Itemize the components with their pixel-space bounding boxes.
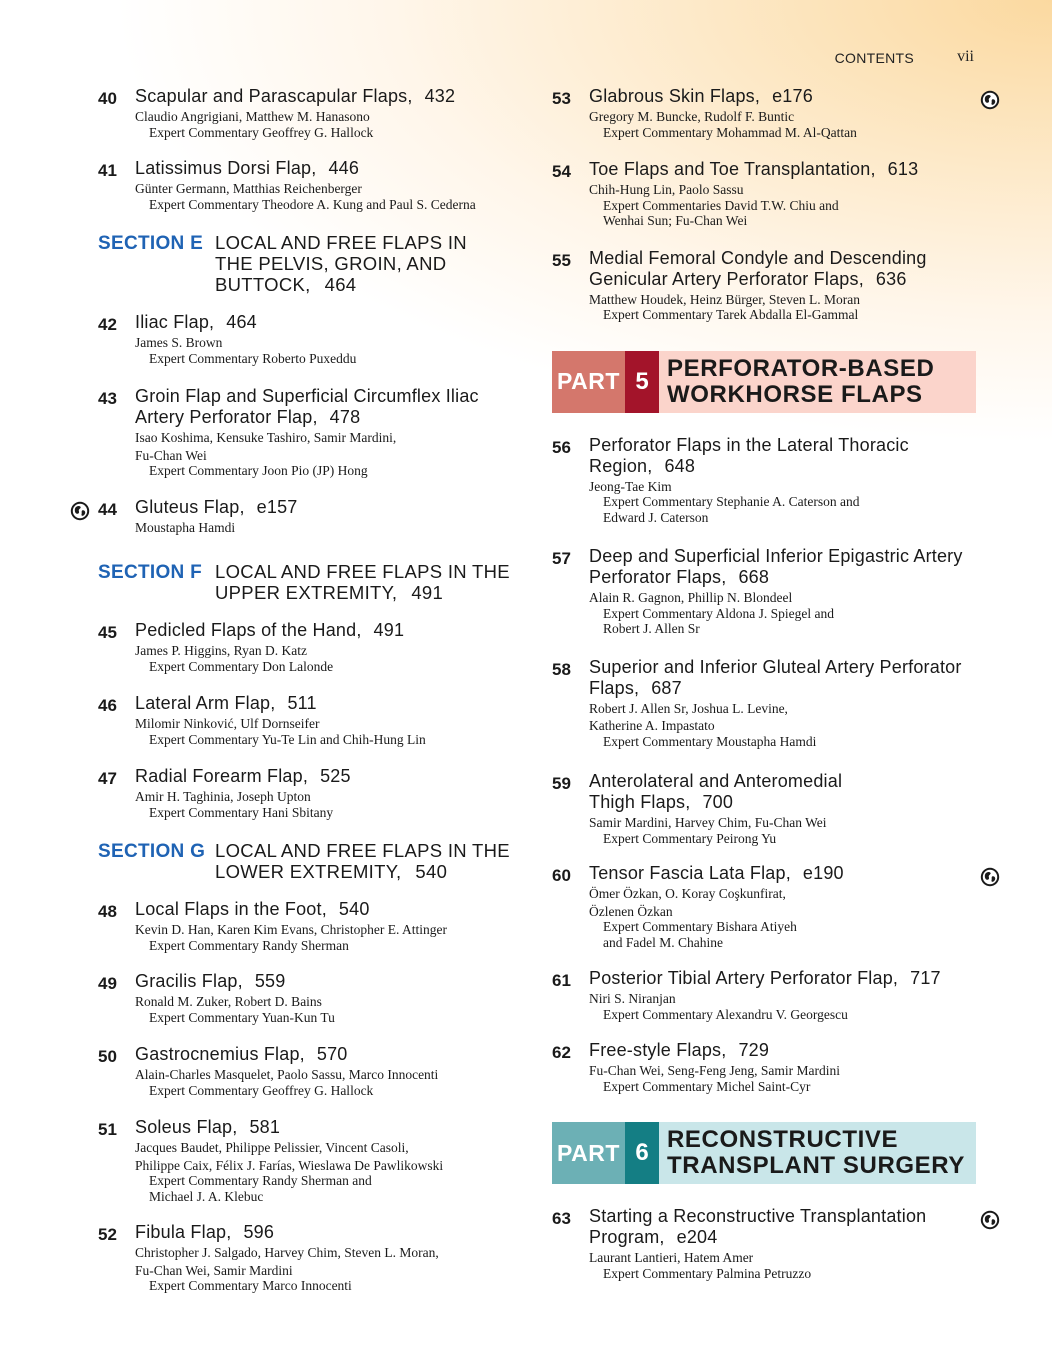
entry-authors: Matthew Houdek, Heinz Bürger, Steven L. Moran bbox=[589, 291, 861, 307]
entry-title bbox=[589, 86, 982, 107]
entry-title bbox=[135, 766, 528, 787]
toc-entry-54[interactable] bbox=[552, 159, 982, 229]
entry-authors: Christopher J. Salgado, Harvey Chim, Steven L. Moran, bbox=[135, 1245, 439, 1260]
entry-number: 59 bbox=[552, 774, 571, 793]
toc-entry-52[interactable] bbox=[98, 1222, 528, 1294]
entry-title-line: Perforator Flaps in the Lateral Thoracic bbox=[589, 434, 909, 455]
entry-title-text: Posterior Tibial Artery Perforator Flap, bbox=[589, 968, 899, 988]
entry-title bbox=[135, 620, 528, 641]
entry-expert-commentary: Expert Commentaries David T.W. Chiu and bbox=[603, 197, 839, 213]
section-title-text: LOCAL AND FREE FLAPS IN THE bbox=[215, 561, 510, 582]
part-number: 6 bbox=[625, 1122, 659, 1184]
entry-title bbox=[589, 968, 982, 989]
section-title-line bbox=[215, 274, 528, 295]
toc-entry-43[interactable] bbox=[98, 386, 528, 479]
entry-expert-commentary: Expert Commentary Bishara Atiyeh bbox=[603, 919, 797, 934]
entry-number: 44 bbox=[98, 499, 117, 519]
entry-title-text: Program, bbox=[589, 1227, 665, 1247]
part-title-line: RECONSTRUCTIVE bbox=[667, 1126, 899, 1153]
entry-page-number: 432 bbox=[424, 86, 456, 106]
entry-number: 57 bbox=[552, 549, 571, 568]
entry-page-number: 596 bbox=[243, 1222, 275, 1242]
entry-authors: Gregory M. Buncke, Rudolf F. Buntic bbox=[589, 109, 795, 124]
entry-number: 40 bbox=[98, 89, 117, 108]
entry-number: 49 bbox=[98, 974, 117, 993]
entry-authors: Ronald M. Zuker, Robert D. Bains bbox=[135, 994, 322, 1009]
entry-expert-commentary: Expert Commentary Randy Sherman bbox=[149, 937, 349, 953]
part-title bbox=[659, 351, 976, 413]
toc-entry-61[interactable] bbox=[552, 968, 982, 1022]
toc-left-column bbox=[98, 86, 528, 1294]
entry-authors: Amir H. Taghinia, Joseph Upton bbox=[135, 789, 311, 804]
entry-title-text: Glabrous Skin Flaps, bbox=[589, 86, 761, 106]
section-title-text: LOCAL AND FREE FLAPS IN THE bbox=[215, 840, 510, 861]
entry-authors: Claudio Angrigiani, Matthew M. Hanasono bbox=[135, 109, 370, 124]
entry-number: 58 bbox=[552, 659, 571, 679]
section-title-line bbox=[215, 561, 528, 582]
toc-entry-55[interactable] bbox=[552, 248, 982, 323]
entry-expert-commentary: Expert Commentary Aldona J. Spiegel and bbox=[603, 605, 834, 621]
toc-entry-60[interactable] bbox=[552, 863, 982, 950]
entry-page-number: e190 bbox=[802, 863, 844, 883]
entry-authors: Günter Germann, Matthias Reichenberger bbox=[135, 181, 362, 196]
section-title bbox=[215, 840, 528, 882]
entry-expert-commentary: Expert Commentary Yu-Te Lin and Chih-Hung Lin bbox=[149, 731, 426, 747]
entry-title-text: Gluteus Flap, bbox=[135, 496, 245, 517]
entry-title-text: Pedicled Flaps of the Hand, bbox=[135, 620, 362, 640]
toc-entry-46[interactable] bbox=[98, 693, 528, 747]
web-globe-icon bbox=[70, 501, 90, 521]
section-title-line bbox=[215, 253, 528, 274]
section-title-line bbox=[215, 861, 528, 882]
entry-page-number: 700 bbox=[702, 792, 734, 812]
entry-number: 52 bbox=[98, 1225, 117, 1244]
section-title-text: LOWER EXTREMITY, bbox=[215, 861, 402, 882]
toc-right-column bbox=[552, 86, 982, 1281]
toc-entry-48[interactable] bbox=[98, 899, 528, 953]
entry-authors: Jeong-Tae Kim bbox=[589, 478, 672, 494]
entry-page-number: 491 bbox=[373, 620, 405, 640]
page-number: vii bbox=[957, 48, 974, 65]
entry-page-number: e204 bbox=[676, 1227, 718, 1247]
section-title-text: BUTTOCK, bbox=[215, 274, 311, 295]
entry-title bbox=[589, 435, 982, 477]
header-label: CONTENTS bbox=[834, 50, 914, 66]
entry-page-number: 559 bbox=[254, 971, 286, 991]
entry-authors: Alain R. Gagnon, Phillip N. Blondeel bbox=[589, 590, 793, 605]
entry-expert-commentary: Expert Commentary Roberto Puxeddu bbox=[149, 350, 357, 366]
entry-page-number: e176 bbox=[772, 86, 813, 106]
part-banner-5 bbox=[552, 351, 976, 413]
entry-authors: Philippe Caix, Félix J. Farías, Wieslawa De Pawlikowski bbox=[135, 1157, 444, 1173]
web-globe-icon bbox=[980, 90, 1000, 110]
entry-expert-commentary: Expert Commentary Stephanie A. Caterson and bbox=[603, 494, 860, 509]
entry-number: 55 bbox=[552, 250, 571, 270]
entry-authors: James P. Higgins, Ryan D. Katz bbox=[135, 643, 307, 658]
section-title bbox=[215, 232, 528, 295]
entry-title-text: Latissimus Dorsi Flap, bbox=[135, 158, 317, 178]
entry-authors: James S. Brown bbox=[135, 335, 223, 350]
entry-page-number: 525 bbox=[320, 766, 351, 786]
entry-title-line: Starting a Reconstructive Transplantation bbox=[589, 1206, 927, 1226]
toc-entry-41[interactable] bbox=[98, 158, 528, 212]
entry-title bbox=[589, 1040, 982, 1061]
entry-title-line bbox=[589, 456, 982, 477]
entry-authors: Isao Koshima, Kensuke Tashiro, Samir Mardini, bbox=[135, 430, 397, 445]
part-number: 5 bbox=[625, 351, 659, 413]
entry-title bbox=[589, 771, 982, 813]
entry-title-text: Gracilis Flap, bbox=[135, 971, 243, 991]
section-title-text: THE PELVIS, GROIN, AND bbox=[215, 253, 447, 274]
entry-expert-commentary: Expert Commentary Marco Innocenti bbox=[149, 1278, 352, 1293]
entry-title-line: Deep and Superficial Inferior Epigastric Artery bbox=[589, 546, 963, 566]
section-page-number: 540 bbox=[415, 861, 448, 882]
entry-authors: Katherine A. Impastato bbox=[589, 718, 715, 733]
entry-title-text: Tensor Fascia Lata Flap, bbox=[589, 863, 791, 883]
entry-number: 45 bbox=[98, 623, 117, 642]
entry-authors: Kevin D. Han, Karen Kim Evans, Christopher E. Attinger bbox=[135, 922, 447, 937]
entry-number: 63 bbox=[552, 1209, 571, 1228]
toc-entry-47[interactable] bbox=[98, 766, 528, 820]
entry-page-number: 446 bbox=[328, 158, 360, 178]
entry-title bbox=[589, 546, 982, 588]
entry-expert-commentary: Expert Commentary Don Lalonde bbox=[149, 658, 334, 674]
entry-number: 42 bbox=[98, 315, 117, 334]
entry-number: 54 bbox=[552, 162, 571, 181]
entry-title-text: Genicular Artery Perforator Flaps, bbox=[589, 268, 864, 289]
entry-expert-commentary: Expert Commentary Michel Saint-Cyr bbox=[603, 1078, 811, 1094]
entry-title-line bbox=[589, 567, 982, 588]
entry-title bbox=[589, 1206, 982, 1248]
toc-entry-49[interactable] bbox=[98, 971, 528, 1025]
entry-authors: Samir Mardini, Harvey Chim, Fu-Chan Wei bbox=[589, 815, 827, 830]
web-globe-icon bbox=[980, 1210, 1000, 1230]
part-label: PART bbox=[552, 351, 625, 413]
entry-authors: Milomir Ninković, Ulf Dornseifer bbox=[135, 716, 320, 731]
entry-number: 51 bbox=[98, 1120, 117, 1139]
section-title-line bbox=[215, 840, 528, 861]
entry-title-text: Soleus Flap, bbox=[135, 1117, 238, 1137]
section-label: SECTION F bbox=[98, 562, 203, 583]
entry-title-line bbox=[589, 678, 982, 699]
entry-title-text: Iliac Flap, bbox=[135, 312, 215, 332]
entry-title bbox=[135, 386, 528, 428]
toc-entry-57[interactable] bbox=[552, 546, 982, 637]
toc-entry-50[interactable] bbox=[98, 1044, 528, 1098]
toc-entry-63[interactable] bbox=[552, 1206, 982, 1281]
toc-entry-56[interactable] bbox=[552, 435, 982, 526]
entry-page-number: 648 bbox=[664, 455, 696, 476]
entry-title-text: Thigh Flaps, bbox=[589, 792, 691, 812]
entry-authors: Fu-Chan Wei bbox=[135, 447, 207, 463]
entry-page-number: 636 bbox=[875, 268, 907, 289]
toc-entry-51[interactable] bbox=[98, 1117, 528, 1204]
entry-number: 60 bbox=[552, 866, 571, 885]
entry-title-line: Medial Femoral Condyle and Descending bbox=[589, 247, 927, 268]
section-title-line bbox=[215, 582, 528, 603]
entry-authors: Fu-Chan Wei, Seng-Feng Jeng, Samir Mardini bbox=[589, 1063, 841, 1078]
entry-title-line bbox=[589, 1227, 982, 1248]
entry-expert-commentary: Expert Commentary Theodore A. Kung and Paul S. Cederna bbox=[149, 196, 476, 212]
entry-expert-commentary: Expert Commentary Tarek Abdalla El-Gammal bbox=[603, 307, 859, 322]
entry-authors: Özlenen Özkan bbox=[589, 903, 673, 919]
entry-number: 50 bbox=[98, 1047, 117, 1066]
entry-expert-commentary: Edward J. Caterson bbox=[603, 509, 709, 525]
entry-title bbox=[135, 497, 528, 518]
section-heading-section-f bbox=[98, 561, 528, 603]
entry-title-text: Region, bbox=[589, 455, 653, 476]
section-page-number: 464 bbox=[324, 274, 357, 295]
entry-authors: Robert J. Allen Sr, Joshua L. Levine, bbox=[589, 700, 788, 716]
entry-number: 43 bbox=[98, 389, 117, 408]
entry-title-line bbox=[589, 792, 982, 813]
entry-expert-commentary: Expert Commentary Yuan-Kun Tu bbox=[149, 1009, 335, 1025]
part-title-line: WORKHORSE FLAPS bbox=[667, 380, 923, 408]
entry-title bbox=[135, 899, 528, 920]
entry-expert-commentary: Expert Commentary Geoffrey G. Hallock bbox=[149, 1082, 374, 1098]
entry-authors: Fu-Chan Wei, Samir Mardini bbox=[135, 1262, 293, 1278]
entry-title-line: Anterolateral and Anteromedial bbox=[589, 771, 843, 791]
entry-expert-commentary: Expert Commentary Alexandru V. Georgescu bbox=[603, 1006, 848, 1022]
section-heading-section-g bbox=[98, 840, 528, 882]
entry-expert-commentary: Expert Commentary Moustapha Hamdi bbox=[603, 733, 817, 749]
entry-title-text: Toe Flaps and Toe Transplantation, bbox=[589, 159, 876, 179]
entry-title-text: Perforator Flaps, bbox=[589, 567, 727, 587]
section-label: SECTION E bbox=[98, 233, 204, 254]
entry-expert-commentary: Robert J. Allen Sr bbox=[603, 621, 700, 636]
entry-number: 46 bbox=[98, 696, 117, 715]
entry-title bbox=[589, 248, 982, 290]
entry-number: 41 bbox=[98, 161, 117, 180]
toc-entry-58[interactable] bbox=[552, 657, 982, 750]
entry-title-text: Artery Perforator Flap, bbox=[135, 407, 318, 427]
entry-expert-commentary: Expert Commentary Randy Sherman and bbox=[149, 1173, 372, 1188]
entry-title bbox=[589, 159, 982, 180]
part-title-line: TRANSPLANT SURGERY bbox=[667, 1152, 965, 1179]
entry-title bbox=[135, 693, 528, 714]
entry-page-number: 729 bbox=[738, 1040, 770, 1060]
web-globe-icon bbox=[980, 867, 1000, 887]
entry-expert-commentary: Expert Commentary Peirong Yu bbox=[603, 830, 777, 846]
entry-page-number: 613 bbox=[887, 159, 919, 179]
entry-number: 61 bbox=[552, 971, 571, 990]
toc-entry-53[interactable] bbox=[552, 86, 982, 140]
entry-page-number: 717 bbox=[910, 968, 941, 988]
part-label: PART bbox=[552, 1122, 625, 1184]
section-title-text: LOCAL AND FREE FLAPS IN bbox=[215, 232, 467, 253]
entry-title bbox=[135, 158, 528, 179]
part-title bbox=[659, 1122, 976, 1184]
entry-page-number: 668 bbox=[738, 567, 770, 587]
entry-page-number: 478 bbox=[329, 407, 361, 427]
entry-number: 56 bbox=[552, 437, 571, 457]
section-heading-section-e bbox=[98, 232, 528, 295]
entry-page-number: 687 bbox=[651, 677, 682, 698]
entry-title-text: Radial Forearm Flap, bbox=[135, 766, 309, 786]
entry-expert-commentary: Expert Commentary Mohammad M. Al-Qattan bbox=[603, 124, 857, 140]
entry-page-number: 581 bbox=[249, 1117, 281, 1137]
entry-number: 47 bbox=[98, 769, 117, 788]
entry-title bbox=[135, 1044, 528, 1065]
entry-title-line: Superior and Inferior Gluteal Artery Perforator bbox=[589, 656, 962, 677]
part-banner-6 bbox=[552, 1122, 976, 1184]
toc-entry-42[interactable] bbox=[98, 312, 528, 366]
entry-authors: Chih-Hung Lin, Paolo Sassu bbox=[589, 182, 744, 197]
entry-page-number: 540 bbox=[338, 899, 370, 919]
entry-number: 62 bbox=[552, 1043, 571, 1062]
entry-authors: Moustapha Hamdi bbox=[135, 519, 236, 535]
entry-title bbox=[589, 863, 982, 884]
entry-authors: Jacques Baudet, Philippe Pelissier, Vincent Casoli, bbox=[135, 1140, 409, 1155]
running-header bbox=[0, 50, 1052, 70]
toc-entry-44[interactable] bbox=[98, 497, 528, 536]
entry-title-line bbox=[135, 407, 528, 428]
entry-title-text: Lateral Arm Flap, bbox=[135, 693, 276, 713]
entry-title-text: Local Flaps in the Foot, bbox=[135, 899, 327, 919]
entry-title-text: Fibula Flap, bbox=[135, 1222, 232, 1242]
section-page-number: 491 bbox=[411, 582, 444, 603]
part-title-line: PERFORATOR-BASED bbox=[667, 354, 935, 382]
entry-title bbox=[135, 971, 528, 992]
entry-expert-commentary: Expert Commentary Joon Pio (JP) Hong bbox=[149, 463, 368, 478]
entry-title-text: Scapular and Parascapular Flaps, bbox=[135, 86, 413, 106]
entry-title bbox=[589, 657, 982, 699]
section-title bbox=[215, 561, 528, 603]
entry-page-number: 464 bbox=[226, 312, 257, 332]
toc-entry-45[interactable] bbox=[98, 620, 528, 674]
entry-authors: Niri S. Niranjan bbox=[589, 991, 676, 1006]
entry-expert-commentary: Michael J. A. Klebuc bbox=[149, 1188, 264, 1204]
entry-expert-commentary: Wenhai Sun; Fu-Chan Wei bbox=[603, 213, 748, 228]
entry-page-number: e157 bbox=[256, 496, 298, 517]
entry-expert-commentary: and Fadel M. Chahine bbox=[603, 934, 723, 950]
entry-title-line bbox=[589, 269, 982, 290]
entry-number: 53 bbox=[552, 89, 571, 108]
section-title-text: UPPER EXTREMITY, bbox=[215, 582, 398, 603]
entry-title-text: Gastrocnemius Flap, bbox=[135, 1044, 305, 1064]
toc-entry-62[interactable] bbox=[552, 1040, 982, 1094]
entry-title-text: Flaps, bbox=[589, 677, 640, 698]
section-title-line bbox=[215, 232, 528, 253]
entry-title bbox=[135, 1222, 528, 1243]
section-label: SECTION G bbox=[98, 841, 206, 862]
entry-title bbox=[135, 86, 528, 107]
entry-title-text: Free-style Flaps, bbox=[589, 1040, 727, 1060]
toc-entry-59[interactable] bbox=[552, 771, 982, 846]
entry-page-number: 511 bbox=[287, 693, 317, 713]
entry-title bbox=[135, 1117, 528, 1138]
entry-number: 48 bbox=[98, 902, 117, 921]
entry-page-number: 570 bbox=[316, 1044, 348, 1064]
toc-entry-40[interactable] bbox=[98, 86, 528, 140]
entry-expert-commentary: Expert Commentary Geoffrey G. Hallock bbox=[149, 124, 374, 140]
entry-authors: Laurant Lantieri, Hatem Amer bbox=[589, 1250, 754, 1265]
entry-title bbox=[135, 312, 528, 333]
entry-expert-commentary: Expert Commentary Palmina Petruzzo bbox=[603, 1265, 812, 1281]
entry-expert-commentary: Expert Commentary Hani Sbitany bbox=[149, 804, 334, 820]
entry-authors: Ömer Özkan, O. Koray Coşkunfirat, bbox=[589, 886, 786, 901]
entry-title-line: Groin Flap and Superficial Circumflex Iliac bbox=[135, 386, 479, 406]
entry-authors: Alain-Charles Masquelet, Paolo Sassu, Marco Innocenti bbox=[135, 1067, 439, 1082]
